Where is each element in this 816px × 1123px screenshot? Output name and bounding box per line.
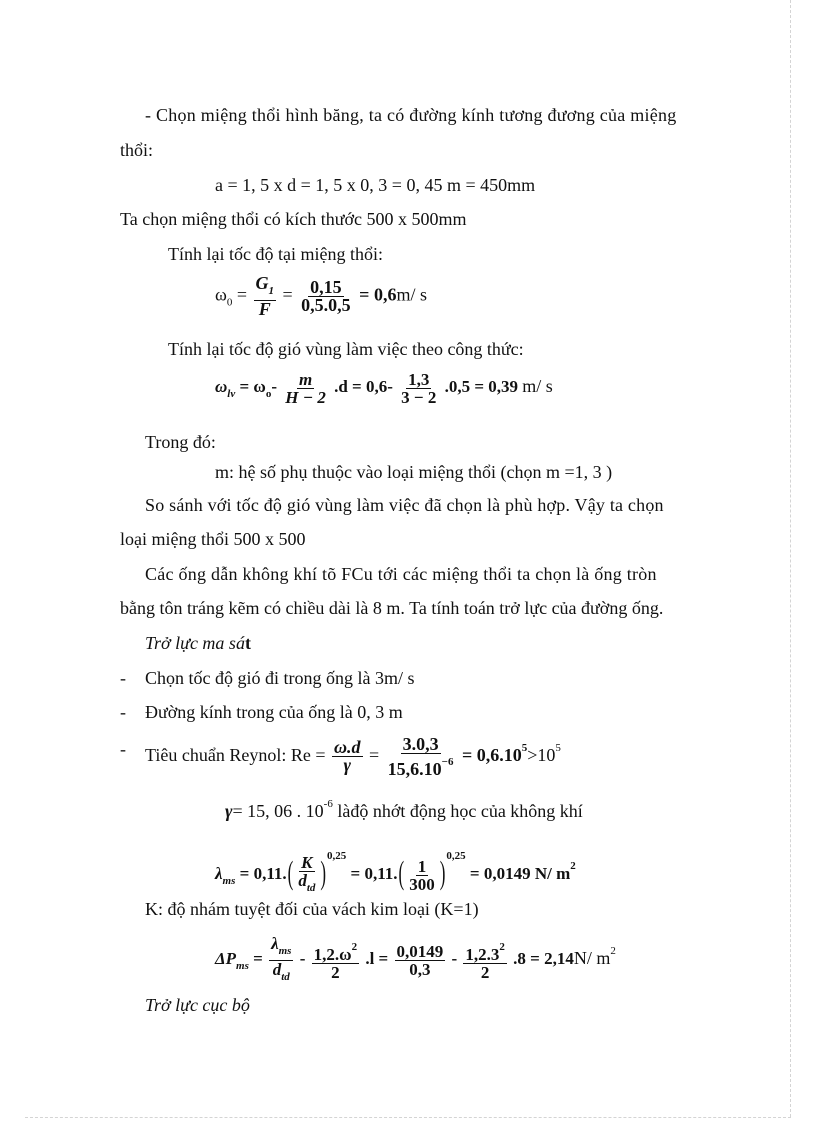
gamma-viscosity: γ= 15, 06 . $10^{-6}$ làđộ nhớt động học của không khí <box>225 798 583 821</box>
para-choose-size: Ta chọn miệng thổi có kích thước 500 x 500mm <box>120 209 467 229</box>
equation-delta-p: $\Delta P_{ms}$ = $\frac{\lambda_{ms}}{d_{td}}$ - $\frac{1,2.\omega^2}{2}$ .l = $\frac{0,0149}{0,3}$ - $\frac{1,2.3^2}{2}$ .8 = 2,14N/ $m^2$ <box>215 929 616 988</box>
bullet-inner-diameter: Đường kính trong của ống là 0, 3 m <box>145 702 403 722</box>
fraction-m-h: $\frac{m}{H - 2}$ <box>285 369 326 407</box>
para-recalc-work-zone: Tính lại tốc độ gió vùng làm việc theo công thức: <box>168 339 524 359</box>
equation-omega-lv: $\omega_{lv} = \omega_o-$ $\frac{m}{H - 2}$ .d = 0,6- $\frac{1,3}{3 - 2}$ .0,5 = 0,39 m/ s <box>215 369 553 407</box>
bullet-dash-1: - <box>120 668 126 688</box>
bullet-air-speed: Chọn tốc độ gió đi trong ống là 3m/ s <box>145 668 415 688</box>
bullet-dash-3: - <box>120 739 126 759</box>
fraction-re-values: $\frac{3.0,3}{15,6.10^{-6}}$ <box>387 733 454 779</box>
fraction-123-2: $\frac{1,2.3^2}{2}$ <box>465 941 505 983</box>
fraction-1-300: $\frac{1}{300}$ <box>409 856 435 894</box>
heading-local-resistance: Trở lực cục bộ <box>145 995 250 1015</box>
para-ducts-line2: bằng tôn tráng kẽm có chiều dài là 8 m. Ta tính toán trở lực của đường ống. <box>120 598 664 618</box>
para-coefficient-m: m: hệ số phụ thuộc vào loại miệng thổi (chọn m =1, 3 ) <box>215 462 613 482</box>
bullet-dash-2: - <box>120 702 126 722</box>
para-ducts-line1: Các ống dẫn không khí tõ FCu tới các miệng thổi ta chọn là ống tròn <box>145 564 657 584</box>
fraction-k-dtd: $\frac{K}{d_{td}}$ <box>298 852 316 894</box>
equation-a: a = 1, 5 x d = 1, 5 x 0, 3 = 0, 45 m = 450mm <box>215 175 536 195</box>
fraction-values: $\frac{0,15}{0,5.0,5}$ <box>301 277 351 315</box>
para-intro-line1: - Chọn miệng thổi hình băng, ta có đường kính tương đương của miệng <box>145 105 677 125</box>
para-intro-line2: thổi: <box>120 140 154 160</box>
fraction-rho-w2: $\frac{1,2.\omega^2}{2}$ <box>313 941 358 983</box>
fraction-lambda-dtd: $\frac{\lambda_{ms}}{d_{td}}$ <box>271 933 292 983</box>
bullet-reynolds: Tiêu chuẩn Reynol: Re = $\frac{\omega.d}{\gamma}$ = $\frac{3.0,3}{15,6.10^{-6}}$ = $0,6.10^5>10^5$ <box>145 733 561 779</box>
para-where: Trong đó: <box>145 432 216 452</box>
fraction-00149-03: $\frac{0,0149}{0,3}$ <box>396 941 444 979</box>
para-recalc-speed: Tính lại tốc độ tại miệng thổi: <box>168 244 383 264</box>
para-roughness: K: độ nhám tuyệt đối của vách kim loại (K=1) <box>145 899 479 919</box>
equation-lambda: $\lambda_{ms} = 0,11$.( $\frac{K}{d_{td}}$ )$^{0,25}$ = 0,11.( $\frac{1}{300}$ )$^{0,25}$ = 0,0149 N/ $m^2$ <box>215 828 576 909</box>
fraction-wd-gamma: $\frac{\omega.d}{\gamma}$ <box>333 737 361 776</box>
page-right-border <box>790 0 791 1117</box>
page-bottom-border <box>25 1117 791 1118</box>
heading-friction: Trở lực ma sát <box>145 633 251 653</box>
fraction-g1-f: $\frac{G_1}{F}$ <box>255 273 275 319</box>
para-compare-line1: So sánh với tốc độ gió vùng làm việc đã chọn là phù hợp. Vậy ta chọn <box>145 495 664 515</box>
equation-omega0: $\omega_0$ = $\frac{G_1}{F}$ = $\frac{0,15}{0,5.0,5}$ = 0,6m/ s <box>215 273 427 319</box>
para-compare-line2: loại miệng thổi 500 x 500 <box>120 529 306 549</box>
fraction-13-32: $\frac{1,3}{3 - 2}$ <box>401 369 437 407</box>
